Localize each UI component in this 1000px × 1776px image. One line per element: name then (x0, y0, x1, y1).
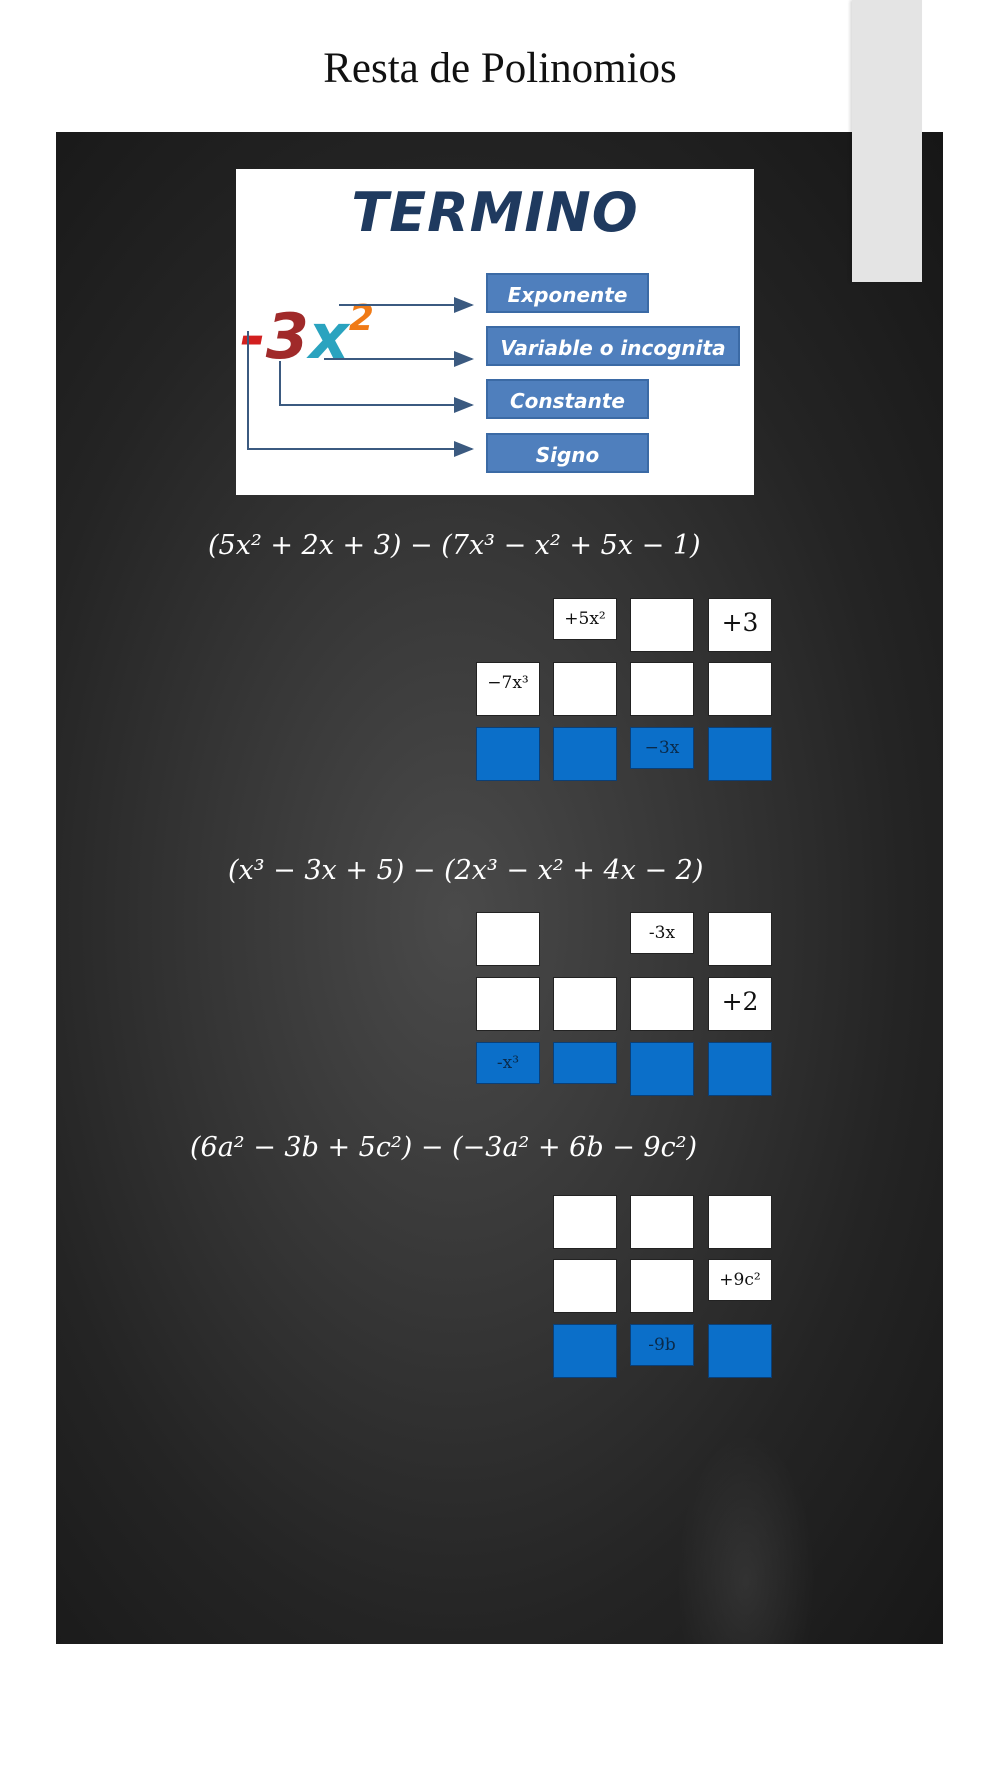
exercise-1-expression: (5x² + 2x + 3) − (7x³ − x² + 5x − 1) (208, 530, 701, 561)
term-variable: x (308, 300, 349, 373)
ex3-answer-r3c3[interactable]: -9b (630, 1324, 694, 1366)
page-title: Resta de Polinomios (323, 45, 677, 92)
label-variable: Variable o incognita (486, 326, 740, 366)
term-diagram-image (236, 169, 754, 495)
label-exponente: Exponente (486, 273, 649, 313)
ex2-answer-r3c2[interactable] (553, 1042, 617, 1084)
ex2-cell-r1c1[interactable] (476, 912, 540, 966)
ex3-answer-r3c2[interactable] (553, 1324, 617, 1378)
ex2-cell-r2c2[interactable] (553, 977, 617, 1031)
ex1-answer-r3c1[interactable] (476, 727, 540, 781)
ex1-cell-r2c2[interactable] (553, 662, 617, 716)
term-exponent: 2 (348, 298, 374, 339)
ex1-answer-r3c3[interactable]: −3x (630, 727, 694, 769)
ex2-cell-r1c3[interactable]: -3x (630, 912, 694, 954)
label-constante: Constante (486, 379, 649, 419)
ex2-cell-r2c1[interactable] (476, 977, 540, 1031)
ex1-cell-r2c3[interactable] (630, 662, 694, 716)
ex1-cell-r2c4[interactable] (708, 662, 772, 716)
ex2-cell-r2c4[interactable]: +2 (708, 977, 772, 1031)
exercise-3-expression: (6a² − 3b + 5c²) − (−3a² + 6b − 9c²) (190, 1132, 698, 1163)
ex3-cell-r1c4[interactable] (708, 1195, 772, 1249)
ex2-answer-r3c4[interactable] (708, 1042, 772, 1096)
term-coefficient: 3 (265, 300, 309, 373)
ex3-cell-r2c4[interactable]: +9c² (708, 1259, 772, 1301)
ex3-cell-r1c2[interactable] (553, 1195, 617, 1249)
label-signo: Signo (486, 433, 649, 473)
ex2-cell-r1c4[interactable] (708, 912, 772, 966)
ex3-cell-r2c3[interactable] (630, 1259, 694, 1313)
scrollbar-thumb[interactable] (852, 0, 922, 282)
diagram-title: TERMINO (351, 181, 639, 244)
ex2-answer-r3c3[interactable] (630, 1042, 694, 1096)
ex1-answer-r3c4[interactable] (708, 727, 772, 781)
ex3-cell-r1c3[interactable] (630, 1195, 694, 1249)
term-sign: - (240, 300, 266, 373)
ex2-answer-r3c1[interactable]: -x³ (476, 1042, 540, 1084)
board-sheen (676, 1432, 816, 1644)
ex1-cell-r1c4[interactable]: +3 (708, 598, 772, 652)
ex3-answer-r3c4[interactable] (708, 1324, 772, 1378)
ex1-cell-r1c2[interactable]: +5x² (553, 598, 617, 640)
ex1-answer-r3c2[interactable] (553, 727, 617, 781)
ex2-cell-r2c3[interactable] (630, 977, 694, 1031)
ex1-cell-r1c3[interactable] (630, 598, 694, 652)
ex3-cell-r2c2[interactable] (553, 1259, 617, 1313)
ex1-cell-r2c1[interactable]: −7x³ (476, 662, 540, 716)
exercise-2-expression: (x³ − 3x + 5) − (2x³ − x² + 4x − 2) (228, 855, 704, 886)
